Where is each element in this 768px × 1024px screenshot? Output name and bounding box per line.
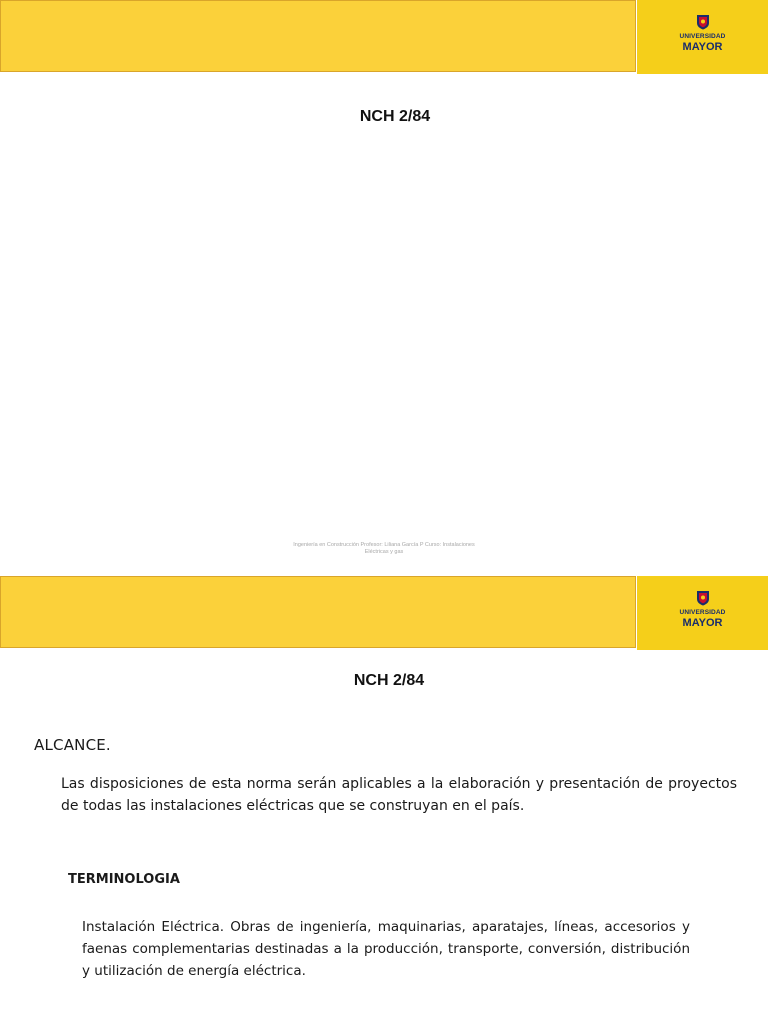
footer-line-1: Ingeniería en Construcción Profesor: Liliana García P Curso: Instalaciones: [293, 542, 475, 548]
header-banner: [0, 0, 636, 72]
logo-text-universidad: UNIVERSIDAD: [679, 609, 726, 616]
logo-text-mayor: MAYOR: [682, 41, 723, 53]
university-logo: [637, 576, 768, 650]
university-logo: [637, 0, 768, 74]
shield-icon: [696, 14, 710, 30]
section-body-alcance: Las disposiciones de esta norma serán aplicables a la elaboración y presentación de proyectos de todas las instalaciones eléctricas que se construyan en el país.: [61, 776, 737, 814]
slide-title: NCH 2/84: [359, 108, 431, 125]
footer-line-2: Eléctricas y gas: [364, 549, 404, 555]
logo-text-universidad: UNIVERSIDAD: [679, 33, 726, 40]
subheading-terminologia: TERMINOLOGIA: [68, 872, 180, 887]
header-banner: [0, 576, 636, 648]
slide-footer: [260, 542, 508, 556]
slide-2: [0, 576, 768, 1024]
definition-instalacion-electrica: Instalación Eléctrica. Obras de ingeniería, maquinarias, aparatajes, líneas, accesorios y faenas complementarias destinadas a la producción, transporte, conversión, distribución y utilización de energía eléctrica.: [82, 919, 690, 979]
shield-icon: [696, 590, 710, 606]
slide-title: NCH 2/84: [353, 672, 425, 689]
logo-text-mayor: MAYOR: [682, 617, 723, 629]
section-heading-alcance: ALCANCE.: [34, 736, 111, 754]
